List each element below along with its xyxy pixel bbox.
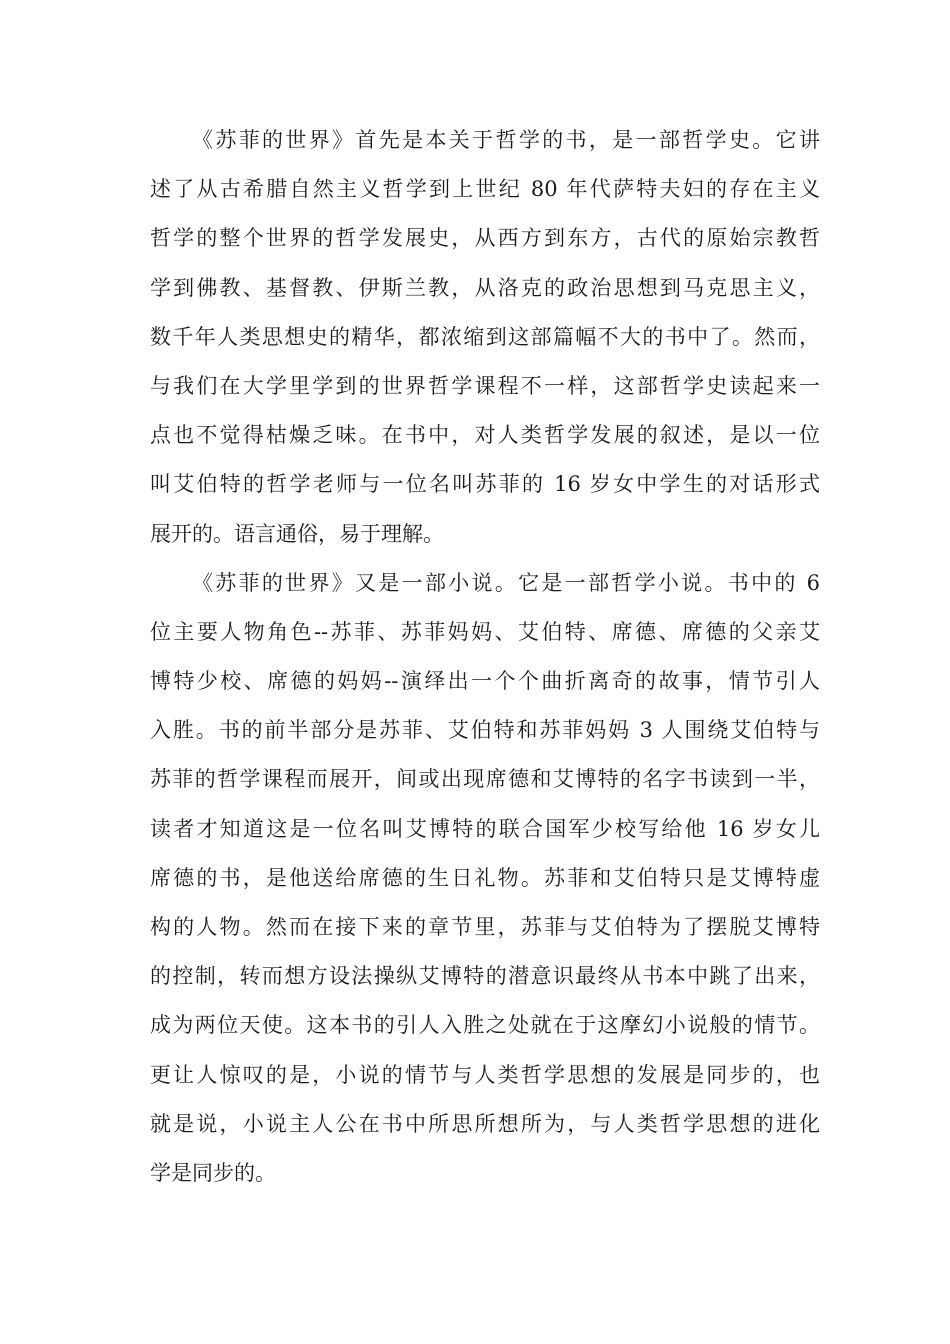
paragraph-line: 叫艾伯特的哲学老师与一位名叫苏菲的 16 岁女中学生的对话形式 — [150, 472, 820, 497]
paragraph-line: 述了从古希腊自然主义哲学到上世纪 80 年代萨特夫妇的存在主义 — [150, 177, 820, 202]
paragraph-line: 入胜。书的前半部分是苏菲、艾伯特和苏菲妈妈 3 人围绕艾伯特与 — [150, 718, 820, 743]
paragraph-line: 成为两位天使。这本书的引人入胜之处就在于这摩幻小说般的情节。 — [150, 1013, 820, 1038]
paragraph-line: 哲学的整个世界的哲学发展史，从西方到东方，古代的原始宗教哲 — [150, 226, 820, 251]
paragraph-line: 展开的。语言通俗，易于理解。 — [150, 521, 444, 546]
paragraph-2 — [150, 559, 820, 1198]
paragraph-line: 就是说，小说主人公在书中所思所想所为，与人类哲学思想的进化 — [150, 1111, 820, 1136]
body-text — [150, 116, 820, 1198]
paragraph-line: 位主要人物角色--苏菲、苏菲妈妈、艾伯特、席德、席德的父亲艾 — [150, 619, 820, 644]
paragraph-line: 的控制，转而想方设法操纵艾博特的潜意识最终从书本中跳了出来， — [150, 964, 820, 989]
paragraph-line: 博特少校、席德的妈妈--演绎出一个个曲折离奇的故事，情节引人 — [150, 669, 820, 694]
paragraph-line: 《苏菲的世界》又是一部小说。它是一部哲学小说。书中的 6 — [192, 570, 820, 595]
paragraph-line: 读者才知道这是一位名叫艾博特的联合国军少校写给他 16 岁女儿 — [150, 816, 820, 841]
paragraph-line: 学到佛教、基督教、伊斯兰教，从洛克的政治思想到马克思主义， — [150, 275, 820, 300]
paragraph-1 — [150, 116, 820, 559]
paragraph-line: 学是同步的。 — [150, 1160, 276, 1185]
paragraph-line: 更让人惊叹的是，小说的情节与人类哲学思想的发展是同步的，也 — [150, 1062, 820, 1087]
paragraph-line: 《苏菲的世界》首先是本关于哲学的书，是一部哲学史。它讲 — [192, 128, 820, 152]
paragraph-line: 数千年人类思想史的精华，都浓缩到这部篇幅不大的书中了。然而， — [150, 324, 820, 349]
paragraph-line: 点也不觉得枯燥乏味。在书中，对人类哲学发展的叙述，是以一位 — [150, 423, 820, 448]
paragraph-line: 席德的书，是他送给席德的生日礼物。苏菲和艾伯特只是艾博特虚 — [150, 865, 820, 890]
paragraph-line: 构的人物。然而在接下来的章节里，苏菲与艾伯特为了摆脱艾博特 — [150, 915, 820, 939]
paragraph-line: 与我们在大学里学到的世界哲学课程不一样，这部哲学史读起来一 — [150, 373, 820, 398]
paragraph-line: 苏菲的哲学课程而展开，间或出现席德和艾博特的名字书读到一半， — [150, 767, 820, 792]
